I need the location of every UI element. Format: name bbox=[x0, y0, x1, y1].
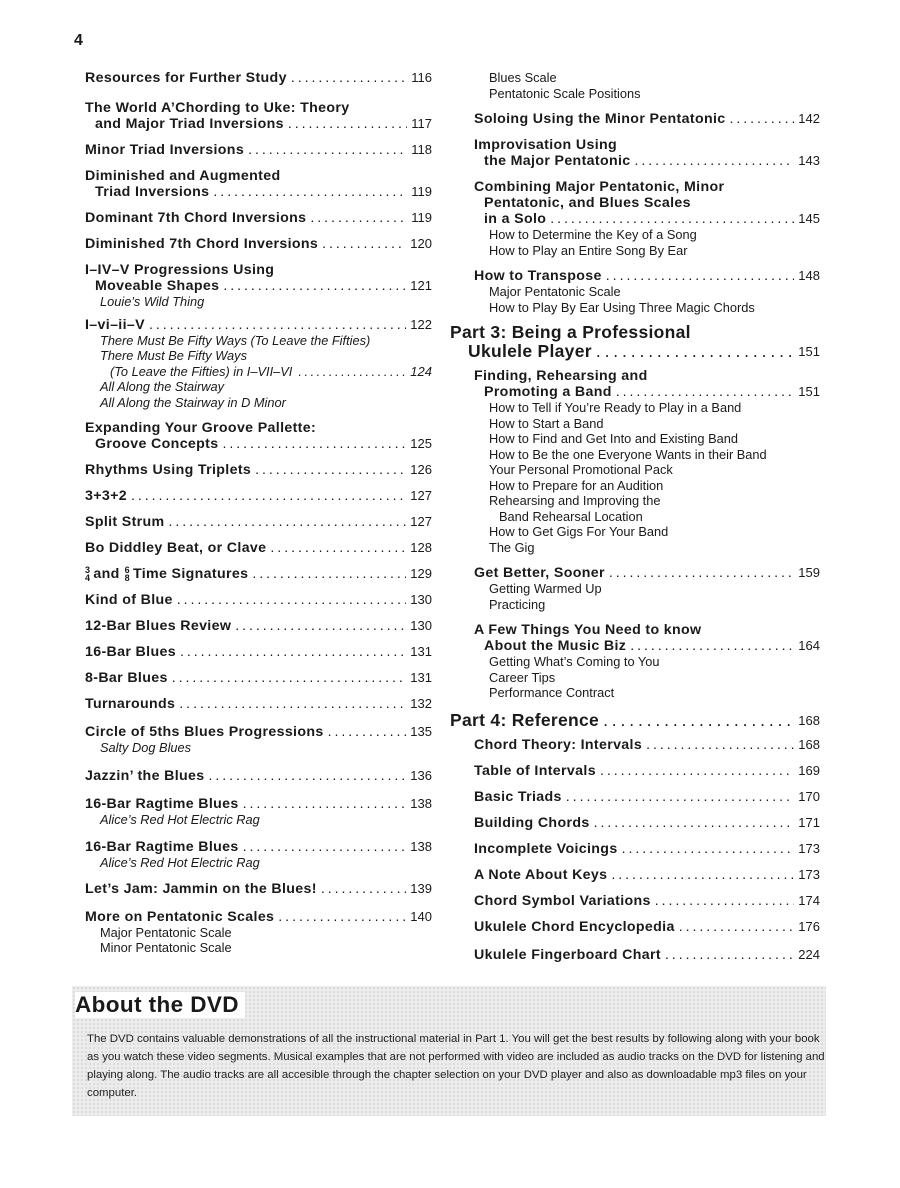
toc-subentry[interactable]: Band Rehearsal Location bbox=[499, 508, 643, 524]
time-signature-6-8: 6 8 bbox=[124, 565, 130, 583]
toc-subentry[interactable]: Louie’s Wild Thing bbox=[100, 294, 205, 309]
toc-entry-chord-encyclopedia[interactable]: Ukulele Chord Encyclopedia . . . 176 bbox=[474, 919, 820, 935]
toc-subentry[interactable]: How to Play an Entire Song By Ear bbox=[489, 242, 688, 258]
toc-entry-lets-jam[interactable]: Let’s Jam: Jammin on the Blues! . . . 139 bbox=[85, 881, 432, 897]
toc-entry-time-signatures[interactable]: 3 4 and 6 8 Time Signatures . . . 129 bbox=[85, 566, 432, 582]
toc-subentry[interactable]: How to Get Gigs For Your Band bbox=[489, 524, 669, 539]
toc-subentry[interactable]: Pentatonic Scale Positions bbox=[489, 85, 641, 101]
about-dvd-heading: About the DVD bbox=[75, 992, 245, 1018]
toc-subentry[interactable]: All Along the Stairway in D Minor bbox=[100, 394, 286, 410]
toc-entry-minor-triad-inversions[interactable]: Minor Triad Inversions . . . 118 bbox=[85, 142, 432, 158]
toc-subentry[interactable]: (To Leave the Fifties) in I–VII–VI . . . 124 bbox=[85, 364, 432, 380]
toc-part-3[interactable]: Part 3: Being a Professional Ukulele Player . . . 151 bbox=[450, 323, 820, 361]
toc-entry-split-strum[interactable]: Split Strum . . . 127 bbox=[85, 514, 432, 530]
toc-entry-12-bar-blues[interactable]: 12-Bar Blues Review . . . 130 bbox=[85, 618, 432, 634]
toc-entry-how-to-transpose[interactable]: How to Transpose . . . 148 Major Pentatonic Scale How to Play By Ear Using Three Magic Chords bbox=[474, 268, 820, 315]
toc-entry-soloing-minor-pentatonic[interactable]: Soloing Using the Minor Pentatonic . . . 142 bbox=[474, 111, 820, 127]
toc-entry-pentatonic-scales[interactable]: More on Pentatonic Scales . . . 140 Major Pentatonic Scale Minor Pentatonic Scale bbox=[85, 909, 432, 956]
toc-entry-chord-theory[interactable]: Chord Theory: Intervals . . . 168 bbox=[474, 737, 820, 753]
toc-entry-16-bar-blues[interactable]: 16-Bar Blues . . . 131 bbox=[85, 644, 432, 660]
toc-subentry[interactable]: Alice’s Red Hot Electric Rag bbox=[100, 855, 260, 870]
toc-entry-turnarounds[interactable]: Turnarounds . . . 132 bbox=[85, 696, 432, 712]
toc-entry-i-vi-ii-v[interactable]: I–vi–ii–V . . . 122 There Must Be Fifty Ways (To Leave the Fifties) There Must Be Fifty Ways (To Leave the Fifties) in I–VII–VI . . . 124 All Along the Stairway All Along the Stairway in D Minor bbox=[85, 317, 432, 411]
toc-subentry[interactable]: How to Tell if You’re Ready to Play in a Band bbox=[489, 400, 742, 415]
about-dvd-box bbox=[72, 986, 826, 1116]
toc-entry-ragtime-blues-2[interactable]: 16-Bar Ragtime Blues . . . 138 Alice’s Red Hot Electric Rag bbox=[85, 839, 432, 871]
toc-subentry[interactable]: All Along the Stairway bbox=[100, 379, 225, 394]
toc-subentry[interactable]: Your Personal Promotional Pack bbox=[489, 462, 673, 477]
toc-left-column bbox=[85, 70, 432, 956]
toc-subentry[interactable]: Blues Scale bbox=[489, 70, 557, 85]
toc-subentry[interactable]: Performance Contract bbox=[489, 685, 615, 700]
toc-entry-diminished-augmented[interactable]: Diminished and Augmented Triad Inversions . . . 119 bbox=[85, 168, 432, 200]
toc-entry-improvisation[interactable]: Improvisation Using the Major Pentatonic . . . 143 bbox=[474, 137, 820, 169]
toc-entry-groove[interactable]: Expanding Your Groove Pallette: Groove Concepts . . . 125 bbox=[85, 420, 432, 452]
toc-entry-chord-symbol-variations[interactable]: Chord Symbol Variations . . . 174 bbox=[474, 893, 820, 909]
toc-entry-basic-triads[interactable]: Basic Triads . . . 170 bbox=[474, 789, 820, 805]
toc-entry-triplets[interactable]: Rhythms Using Triplets . . . 126 bbox=[85, 462, 432, 478]
toc-subentry[interactable]: Alice’s Red Hot Electric Rag bbox=[100, 811, 260, 827]
toc-subentry[interactable]: Practicing bbox=[489, 596, 546, 612]
toc-entry-bo-diddley[interactable]: Bo Diddley Beat, or Clave . . . 128 bbox=[85, 540, 432, 556]
toc-subentry[interactable]: How to Start a Band bbox=[489, 415, 604, 431]
toc-subentry[interactable]: There Must Be Fifty Ways (To Leave the Fifties) bbox=[100, 332, 371, 348]
toc-subentry[interactable]: The Gig bbox=[489, 539, 535, 555]
toc-entry-i-iv-v[interactable]: I–IV–V Progressions Using Moveable Shapes . . . 121 Louie’s Wild Thing bbox=[85, 262, 432, 310]
about-dvd-body: The DVD contains valuable demonstrations of all the instructional material in Part 1. You will get the best results by following along with your book as you watch these video segments. Musical examples that are not performed with video are included as audio tracks on the DVD for listening and playing along. The audio tracks are all accesible through the chapter selection on your DVD player and also as downloadable mp3 files on your computer. bbox=[87, 1033, 825, 1099]
toc-entry-finding-band[interactable]: Finding, Rehearsing and Promoting a Band . . . 151 How to Tell if You’re Ready to Play in a Band How to Start a Band How to Find and Get Into and Existing Band How to Be the one Everyone Wants in their Band Your Personal Promotional Pack How to Prepare for an Audition Rehearsing and Improving the Band Rehearsal Location How to Get Gigs For Your Band The Gig bbox=[474, 368, 820, 555]
toc-subentry[interactable]: There Must Be Fifty Ways bbox=[100, 348, 247, 363]
toc-entry-8-bar-blues[interactable]: 8-Bar Blues . . . 131 bbox=[85, 670, 432, 686]
toc-subentry[interactable]: How to Prepare for an Audition bbox=[489, 477, 664, 493]
toc-entry-fingerboard-chart[interactable]: Ukulele Fingerboard Chart . . . 224 bbox=[474, 947, 820, 963]
toc-entry-diminished-7th[interactable]: Diminished 7th Chord Inversions . . . 120 bbox=[85, 236, 432, 252]
toc-entry-incomplete-voicings[interactable]: Incomplete Voicings . . . 173 bbox=[474, 841, 820, 857]
toc-entry-get-better-sooner[interactable]: Get Better, Sooner . . . 159 Getting Warmed Up Practicing bbox=[474, 565, 820, 612]
toc-subentry[interactable]: Major Pentatonic Scale bbox=[100, 924, 232, 940]
toc-entry-music-biz[interactable]: A Few Things You Need to know About the Music Biz . . . 164 Getting What’s Coming to You Career Tips Performance Contract bbox=[474, 622, 820, 701]
toc-subentry[interactable]: Rehearsing and Improving the bbox=[489, 493, 661, 508]
toc-subentry[interactable]: How to Be the one Everyone Wants in their Band bbox=[489, 446, 767, 462]
toc-subentry[interactable]: Salty Dog Blues bbox=[100, 740, 192, 755]
toc-subentry[interactable]: Minor Pentatonic Scale bbox=[100, 940, 232, 955]
toc-entry-resources[interactable]: Resources for Further Study . . . 116 bbox=[85, 70, 432, 86]
toc-right-column bbox=[450, 70, 820, 963]
toc-entry-kind-of-blue[interactable]: Kind of Blue . . . 130 bbox=[85, 592, 432, 608]
toc-entry-ragtime-blues-1[interactable]: 16-Bar Ragtime Blues . . . 138 Alice’s Red Hot Electric Rag bbox=[85, 796, 432, 828]
toc-entry-3-3-2[interactable]: 3+3+2 . . . 127 bbox=[85, 488, 432, 504]
toc-part-4[interactable]: Part 4: Reference . . . 168 bbox=[450, 711, 820, 730]
toc-entry-jazzin-the-blues[interactable]: Jazzin’ the Blues . . . 136 bbox=[85, 768, 432, 784]
toc-subentry[interactable]: Major Pentatonic Scale bbox=[489, 284, 621, 299]
toc-entry-dominant-7th[interactable]: Dominant 7th Chord Inversions . . . 119 bbox=[85, 210, 432, 226]
toc-entry-building-chords[interactable]: Building Chords . . . 171 bbox=[474, 815, 820, 831]
toc-entry-combining-scales[interactable]: Combining Major Pentatonic, Minor Pentatonic, and Blues Scales in a Solo . . . 145 How to Determine the Key of a Song How to Play an Entire Song By Ear bbox=[474, 179, 820, 258]
toc-subentry[interactable]: How to Find and Get Into and Existing Band bbox=[489, 431, 738, 446]
toc-entry-circle-of-5ths[interactable]: Circle of 5ths Blues Progressions . . . 135 Salty Dog Blues bbox=[85, 724, 432, 756]
time-signature-3-4: 3 4 bbox=[85, 565, 91, 583]
toc-entry-world-a-chording[interactable]: The World A’Chording to Uke: Theory and Major Triad Inversions . . . 117 bbox=[85, 100, 432, 132]
toc-subentry[interactable]: How to Play By Ear Using Three Magic Chords bbox=[489, 299, 755, 315]
toc-subentry[interactable]: Getting What’s Coming to You bbox=[489, 654, 660, 669]
page-number: 4 bbox=[74, 32, 83, 49]
toc-subentry[interactable]: Getting Warmed Up bbox=[489, 581, 602, 596]
toc-entry-table-of-intervals[interactable]: Table of Intervals . . . 169 bbox=[474, 763, 820, 779]
toc-subentry[interactable]: How to Determine the Key of a Song bbox=[489, 227, 697, 242]
toc-subentry[interactable]: Career Tips bbox=[489, 669, 556, 685]
toc-entry-note-about-keys[interactable]: A Note About Keys . . . 173 bbox=[474, 867, 820, 883]
